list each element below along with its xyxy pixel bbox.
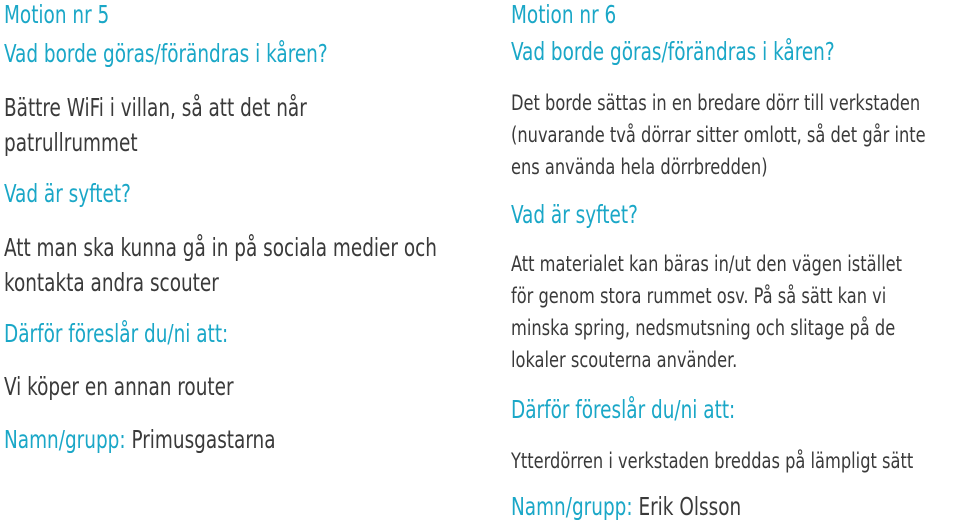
motion-6-title: Motion nr 6 [511, 0, 617, 29]
motion-6-group-row [511, 494, 741, 519]
motion-6-purpose-line-2: för genom stora rummet osv. På så sätt kan vi [511, 284, 887, 308]
motion-5-answer-line-1: Bättre WiFi i villan, så att det når [4, 93, 307, 122]
motion-5-purpose-label: Vad är syftet? [4, 179, 131, 208]
motion-5-group-label: Namn/grupp: [4, 425, 132, 454]
motion-5-answer-line-2: patrullrummet [4, 128, 138, 157]
motion-5-title: Motion nr 5 [4, 0, 110, 29]
motion-6-answer-line-2: (nuvarande två dörrar sitter omlott, så det går inte [511, 123, 926, 147]
motion-5-purpose-line-2: kontakta andra scouter [4, 268, 219, 297]
motion-6-purpose-line-4: lokaler scouterna använder. [511, 348, 738, 372]
motion-6-group-label: Namn/grupp: [511, 492, 639, 521]
motion-6-answer-line-1: Det borde sättas in en bredare dörr till verkstaden [511, 91, 921, 115]
motion-5-group-row [4, 427, 276, 452]
motion-5-proposal-label: Därför föreslår du/ni att: [4, 319, 229, 348]
motion-6-purpose-line-3: minska spring, nedsmutsning och slitage på de [511, 316, 896, 340]
motion-6-question-label: Vad borde göras/förändras i kåren? [511, 37, 835, 66]
motion-6-proposal: Ytterdörren i verkstaden breddas på lämpligt sätt [511, 449, 914, 473]
motion-5-proposal: Vi köper en annan router [4, 372, 234, 401]
motion-5-question-label: Vad borde göras/förändras i kåren? [4, 39, 328, 68]
motion-5-group-value: Primusgastarna [131, 425, 276, 454]
motion-6-purpose-line-1: Att materialet kan bäras in/ut den vägen istället [511, 252, 903, 276]
motion-6-answer-line-3: ens använda hela dörrbredden) [511, 155, 768, 179]
motion-6-proposal-label: Därför föreslår du/ni att: [511, 395, 736, 424]
motion-6-purpose-label: Vad är syftet? [511, 200, 638, 229]
motion-5-purpose-line-1: Att man ska kunna gå in på sociala medier och [4, 233, 437, 262]
motion-6-group-value: Erik Olsson [638, 492, 742, 521]
